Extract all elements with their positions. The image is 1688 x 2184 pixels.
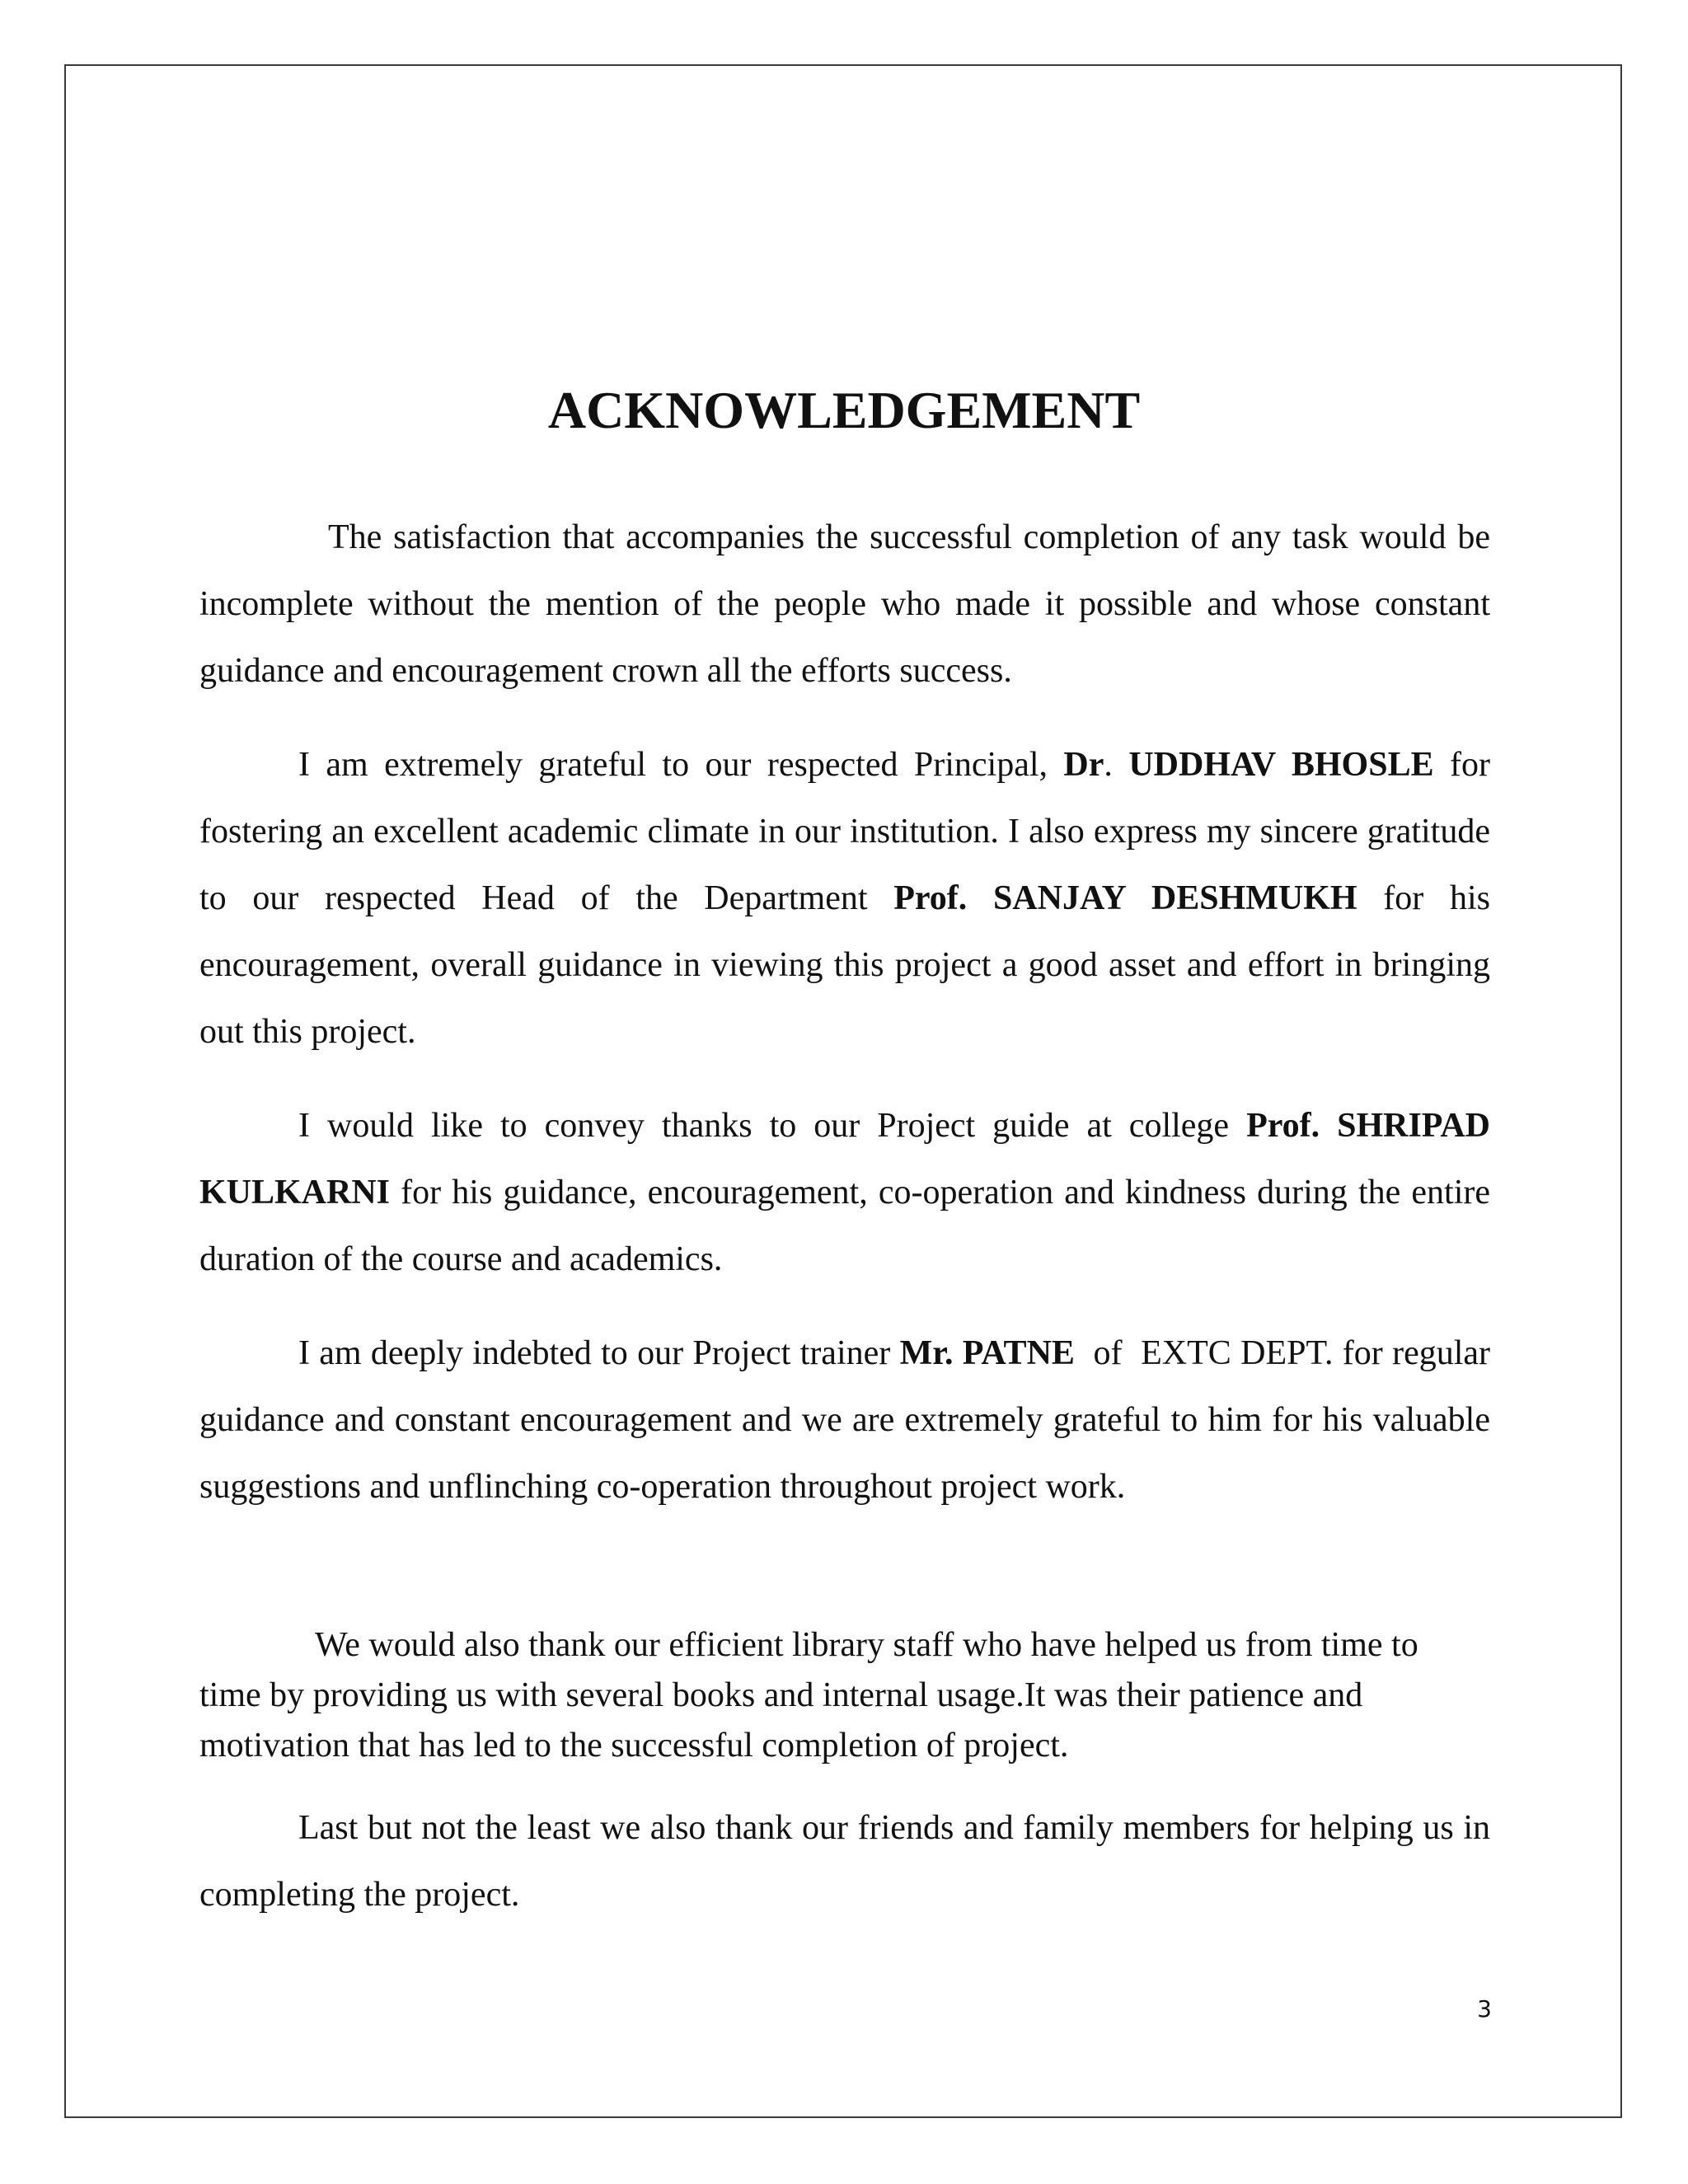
guide-name: Prof. SHRIPAD KULKARNI [199, 1107, 1491, 1212]
paragraph-project-trainer [199, 1320, 1499, 1521]
paragraph-library-text: We would also thank our efficient library staff who have helped us from time to time by providing us with several books and internal usage.It was their patience and motivation that has led to the successful completion of project. [199, 1626, 1418, 1765]
paragraph-text: for fostering an excellent academic climate in our institution. I also express my sincere gratitude to our respected Head of the Department [199, 746, 1490, 917]
hod-name: Prof. SANJAY DESHMUKH [893, 879, 1357, 917]
paragraph-friends-family [199, 1795, 1490, 1929]
trainer-name: Mr. PATNE [899, 1334, 1075, 1372]
paragraph-intro-text: The satisfaction that accompanies the successful completion of any task would be incomplete without the mention of the people who made it possible and whose constant guidance and encouragement crown all the efforts success. [199, 518, 1490, 690]
paragraph-text: I would like to convey thanks to our Project guide at college [298, 1107, 1247, 1145]
paragraph-intro [199, 504, 1490, 705]
paragraph-text: . [1104, 746, 1129, 784]
paragraph-text: for his guidance, encouragement, co-operation and kindness during the entire duration of the course and academics. [199, 1174, 1490, 1278]
paragraph-text: of EXTC DEPT. for regular guidance and constant encouragement and we are extremely grateful to him for his valuable suggestions and unflinching co-operation throughout project work. [199, 1334, 1499, 1506]
paragraph-text: I am extremely grateful to our respected Principal, [298, 746, 1064, 784]
principal-title: Dr [1063, 746, 1104, 784]
paragraph-library-staff [199, 1620, 1436, 1771]
paragraph-friends-text: Last but not the least we also thank our friends and family members for helping us in completing the project. [199, 1809, 1490, 1914]
paragraph-principal-hod [199, 732, 1490, 1066]
paragraph-text: I am deeply indebted to our Project trainer [298, 1334, 900, 1372]
paragraph-text: for his encouragement, overall guidance in viewing this project a good asset and effort in bringing out this project. [199, 879, 1490, 1051]
page-title: ACKNOWLEDGEMENT [547, 381, 1141, 439]
paragraph-project-guide [199, 1093, 1490, 1293]
principal-name: UDDHAV BHOSLE [1128, 746, 1434, 784]
page-number: 3 [1477, 1995, 1492, 2022]
